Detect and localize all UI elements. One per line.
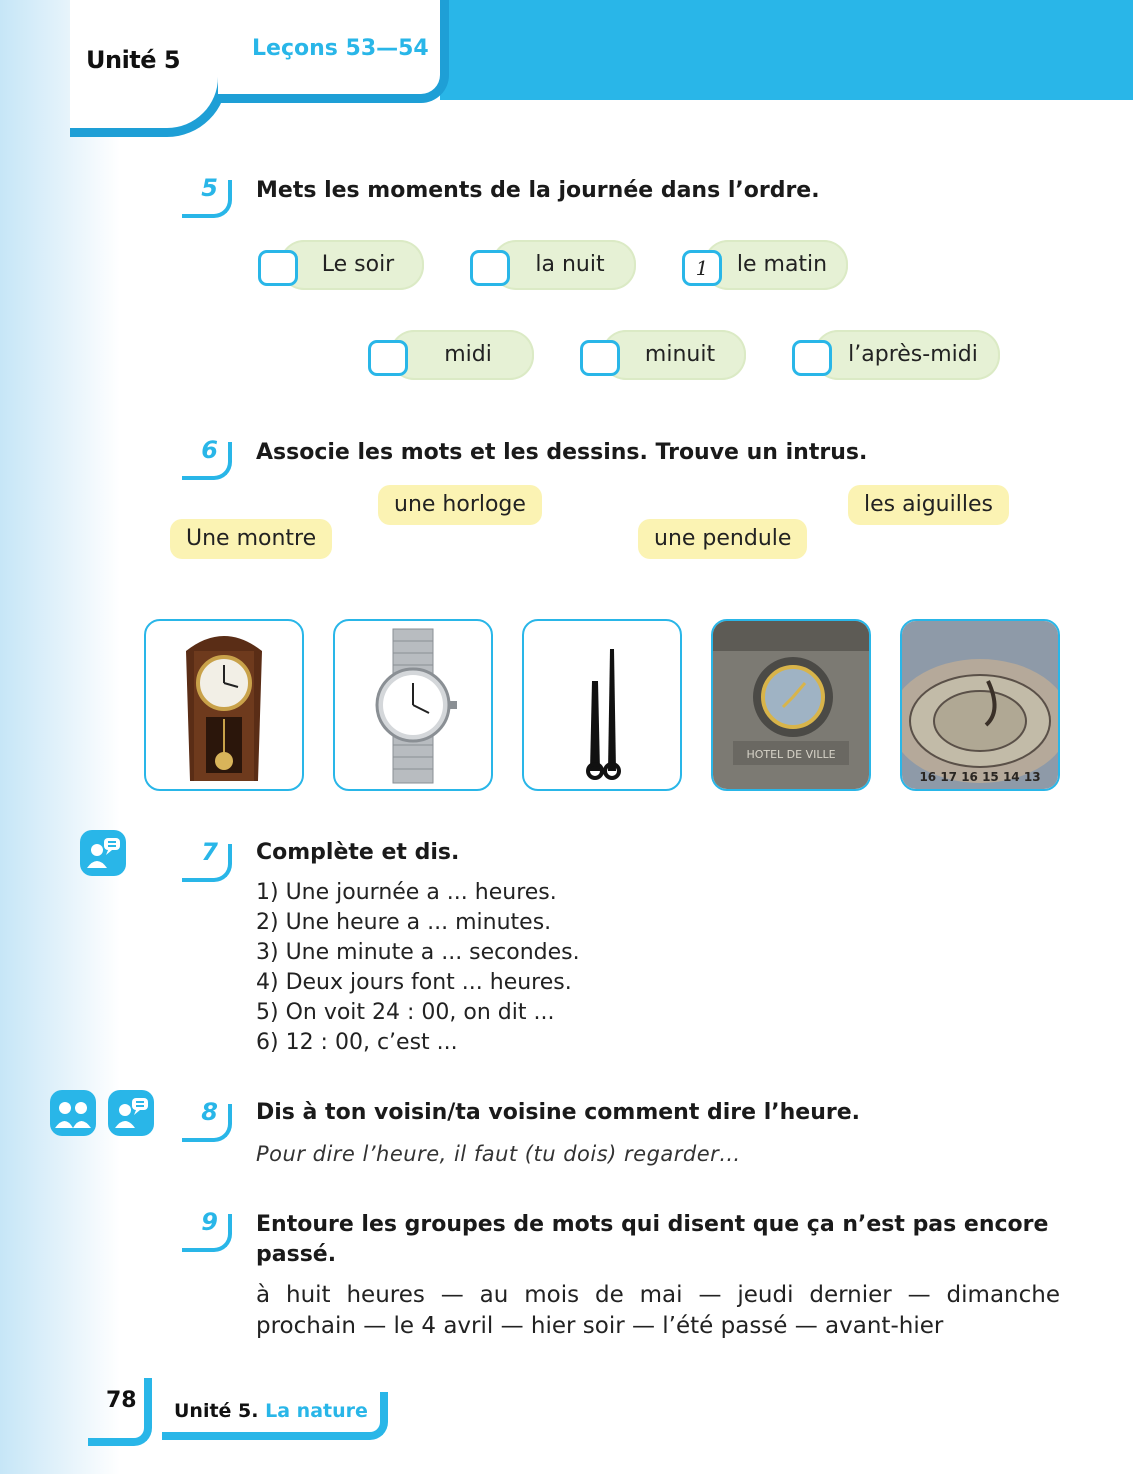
left-gradient-band bbox=[0, 0, 120, 1474]
order-box[interactable] bbox=[792, 340, 832, 376]
order-box[interactable] bbox=[258, 250, 298, 286]
sundial-numbers: 16 17 16 15 14 13 bbox=[919, 770, 1041, 784]
exercise-6-number: 6 bbox=[182, 436, 232, 478]
chip-la-nuit[interactable]: la nuit bbox=[470, 236, 636, 294]
order-box[interactable] bbox=[470, 250, 510, 286]
exercise-9-text: à huit heures — au mois de mai — jeudi dernier — dimanche prochain — le 4 avril — hier soir — l’été passé — avant-hier bbox=[256, 1282, 1060, 1339]
image-pendulum-clock[interactable] bbox=[144, 619, 304, 791]
top-blue-band bbox=[440, 0, 1133, 100]
image-wristwatch[interactable] bbox=[333, 619, 493, 791]
image-clock-hands[interactable] bbox=[522, 619, 682, 791]
chip-minuit[interactable]: minuit bbox=[580, 326, 746, 384]
exercise-9-title-line1: Entoure les groupes de mots qui disent que ça n’est pas encore bbox=[256, 1212, 1049, 1237]
exercise-8-hint: Pour dire l’heure, il faut (tu dois) regarder… bbox=[256, 1142, 741, 1166]
footer-topic: La nature bbox=[265, 1400, 368, 1422]
word-les-aiguilles[interactable]: les aiguilles bbox=[848, 485, 1009, 525]
word-une-horloge[interactable]: une horloge bbox=[378, 485, 542, 525]
sundial-icon bbox=[902, 621, 1058, 789]
exercise-5-title: Mets les moments de la journée dans l’ordre. bbox=[256, 178, 820, 203]
exercise-7-line: 3) Une minute a ... secondes. bbox=[256, 940, 580, 965]
exercise-5-number: 5 bbox=[182, 174, 232, 216]
exercise-8-number: 8 bbox=[182, 1098, 232, 1140]
unit-label: Unité 5 bbox=[86, 46, 181, 74]
chip-le-soir[interactable]: Le soir bbox=[258, 236, 424, 294]
exercise-7-line: 4) Deux jours font ... heures. bbox=[256, 970, 572, 995]
order-box[interactable] bbox=[368, 340, 408, 376]
exercise-9-title-line2: passé. bbox=[256, 1242, 337, 1267]
order-box[interactable] bbox=[580, 340, 620, 376]
exercise-9-number: 9 bbox=[182, 1208, 232, 1250]
exercise-7-line: 2) Une heure a ... minutes. bbox=[256, 910, 552, 935]
pendulum-clock-icon bbox=[146, 621, 302, 789]
exercise-7-line: 5) On voit 24 : 00, on dit ... bbox=[256, 1000, 555, 1025]
word-une-pendule[interactable]: une pendule bbox=[638, 519, 807, 559]
speech-person-icon bbox=[108, 1090, 154, 1136]
clock-hands-icon bbox=[524, 621, 680, 789]
exercise-7-number: 7 bbox=[182, 838, 232, 880]
exercise-7-line: 1) Une journée a ... heures. bbox=[256, 880, 557, 905]
wristwatch-icon bbox=[335, 621, 491, 789]
facade-clock-icon bbox=[713, 621, 869, 789]
image-facade-clock[interactable] bbox=[711, 619, 871, 791]
exercise-7-title: Complète et dis. bbox=[256, 840, 460, 865]
image-sundial[interactable] bbox=[900, 619, 1060, 791]
lessons-label: Leçons 53—54 bbox=[252, 36, 429, 61]
exercise-6-title: Associe les mots et les dessins. Trouve un intrus. bbox=[256, 440, 868, 465]
exercise-8-title: Dis à ton voisin/ta voisine comment dire l’heure. bbox=[256, 1100, 860, 1125]
chip-le-matin[interactable]: 1 le matin bbox=[682, 236, 848, 294]
speech-person-icon bbox=[80, 830, 126, 876]
exercise-7-line: 6) 12 : 00, c’est ... bbox=[256, 1030, 458, 1055]
pair-people-icon bbox=[50, 1090, 96, 1136]
footer-unit: Unité 5. bbox=[174, 1400, 259, 1422]
word-une-montre[interactable]: Une montre bbox=[170, 519, 332, 559]
footer-title bbox=[174, 1400, 368, 1422]
chip-apres-midi[interactable]: l’après-midi bbox=[792, 326, 1000, 384]
chip-midi[interactable]: midi bbox=[368, 326, 534, 384]
order-box[interactable]: 1 bbox=[682, 250, 722, 286]
facade-text: HOTEL DE VILLE bbox=[746, 748, 836, 761]
page-number: 78 bbox=[106, 1388, 137, 1413]
